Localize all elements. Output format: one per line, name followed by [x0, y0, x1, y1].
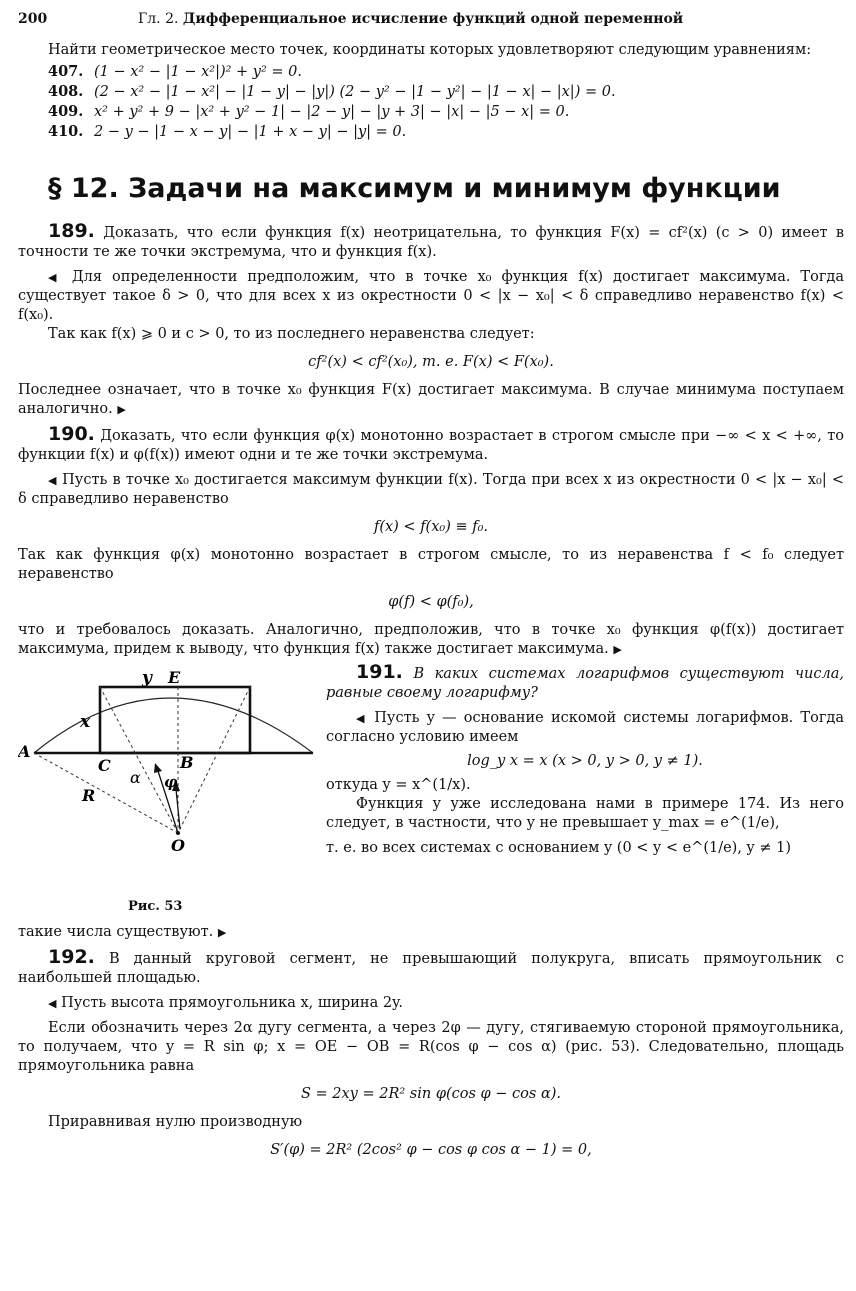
problem-191: [326, 663, 844, 858]
problem-statement: В каких системах логарифмов существуют числа, равные своему логарифму?: [326, 666, 844, 701]
solution-191-part2: откуда y = x^(1/x).: [326, 777, 471, 793]
solution-text: что и требовалось доказать. Аналогично, предположив, что в точке x₀ функция φ(f(x)) достигает максимума, придем к выводу, что функция f(x) также достигает максимума.: [18, 622, 844, 657]
problem-190: [18, 425, 844, 465]
display-formula: [18, 518, 844, 537]
section-title: § 12. Задачи на максимум и минимум функции: [48, 173, 781, 204]
solution-start-marker: ◀: [48, 997, 57, 1010]
solution-192-part2: Если обозначить через 2α дугу сегмента, а через 2φ — дугу, стягиваемую стороной прямоугольника, то получаем, что y = R sin φ; x = OE − OB = R(cos φ − cos α) (рис. 53). Следовательно, площадь прямоугольника равна: [18, 1020, 844, 1074]
exercise-intro: Найти геометрическое место точек, координаты которых удовлетворяют следующим уравнениям:: [48, 42, 812, 58]
formula: φ(f) < φ(f₀),: [388, 594, 474, 610]
label-y: y: [142, 668, 152, 688]
solution-start-marker: ◀: [48, 271, 62, 284]
exercise-equation: (1 − x² − |1 − x²|)² + y² = 0.: [94, 64, 303, 80]
exercise-409: [48, 102, 844, 122]
formula: f(x) < f(x₀) ≡ f₀.: [373, 519, 489, 535]
solution-191-part4: т. е. во всех системах с основанием y (0 < y < e^(1/e), y ≠ 1): [326, 840, 791, 856]
figure-caption: Рис. 53: [128, 899, 183, 914]
problem-191-statement: [326, 663, 844, 703]
exercise-number: 410.: [48, 123, 84, 140]
solution-189-part1: [18, 268, 844, 325]
page: [18, 10, 844, 1169]
problem-statement: В данный круговой сегмент, не превышающий полукруга, вписать прямоугольник с наибольшей площадью.: [18, 951, 845, 986]
exercise-equation: 2 − y − |1 − x − y| − |1 + x − y| − |y| = 0.: [94, 124, 407, 140]
running-header: [18, 10, 844, 29]
label-O: O: [171, 836, 185, 855]
problem-number: 192.: [48, 946, 95, 968]
page-number: 200: [18, 11, 48, 27]
label-E: E: [168, 668, 181, 687]
display-formula: [326, 752, 844, 771]
solution-text: Пусть y — основание искомой системы логарифмов. Тогда согласно условию имеем: [326, 710, 845, 745]
display-formula: [18, 1085, 844, 1104]
label-R: R: [82, 786, 96, 805]
solution-191-part5: [18, 923, 844, 942]
solution-start-marker: ◀: [48, 474, 57, 487]
formula: S = 2xy = 2R² sin φ(cos φ − cos α).: [300, 1086, 562, 1102]
problem-192: [18, 948, 844, 988]
problem-number: 190.: [48, 423, 95, 445]
solution-192-part3: Приравнивая нулю производную: [48, 1114, 303, 1130]
display-formula: [18, 353, 844, 372]
running-title: [138, 10, 844, 29]
formula: log_y x = x (x > 0, y > 0, y ≠ 1).: [467, 753, 703, 769]
exercise-list: [48, 62, 844, 142]
label-C: C: [98, 756, 111, 775]
formula: cf²(x) < cf²(x₀), т. е. F(x) < F(x₀).: [308, 354, 554, 370]
solution-text: Пусть в точке x₀ достигается максимум функции f(x). Тогда при всех x из окрестности 0 < |x − x₀| < δ справедливо неравенство: [18, 472, 845, 507]
figure-block: [18, 663, 844, 923]
display-formula: [18, 593, 844, 612]
label-phi: φ: [164, 773, 178, 791]
figure-53-diagram: [18, 663, 323, 888]
problem-number: 189.: [48, 220, 95, 242]
problem-statement: Доказать, что если функция f(x) неотрицательна, то функция F(x) = cf²(x) (c > 0) имеет в точности те же точки экстремума, что и функция f(x).: [18, 225, 844, 260]
solution-text: Последнее означает, что в точке x₀ функция F(x) достигает максимума. В случае минимума поступаем аналогично.: [18, 382, 844, 417]
exercise-equation: (2 − x² − |1 − x²| − |1 − y| − |y|) (2 − y² − |1 − y²| − |1 − x| − |x|) = 0.: [94, 84, 616, 100]
formula: S′(φ) = 2R² (2cos² φ − cos φ cos α − 1) = 0,: [270, 1142, 592, 1158]
exercise-number: 408.: [48, 83, 84, 100]
solution-189-part3: [18, 381, 844, 419]
solution-189-part2: Так как f(x) ⩾ 0 и c > 0, то из последнего неравенства следует:: [48, 326, 535, 342]
solution-190-part3: [18, 621, 844, 659]
label-A: A: [18, 742, 31, 761]
solution-190-part1: [18, 471, 844, 509]
problem-189: [18, 222, 844, 262]
solution-start-marker: ◀: [356, 712, 368, 725]
solution-192-part1: [18, 994, 844, 1013]
solution-190-part2: Так как функция φ(x) монотонно возрастает в строгом смысле, то из неравенства f < f₀ следует неравенство: [18, 547, 844, 582]
solution-end-marker: ▶: [117, 403, 126, 416]
solution-text: Для определенности предположим, что в точке x₀ функция f(x) достигает максимума. Тогда существует такое δ > 0, что для всех x из окрестности 0 < |x − x₀| < δ справедливо неравенство f(x) < f(x₀).: [18, 269, 845, 323]
label-x: x: [80, 712, 91, 732]
label-alpha: α: [130, 768, 141, 787]
solution-text: такие числа существуют.: [18, 924, 214, 940]
solution-end-marker: ▶: [217, 926, 227, 939]
exercise-407: [48, 62, 844, 82]
exercise-number: 409.: [48, 103, 84, 120]
arrowhead: [154, 763, 162, 773]
problem-statement: Доказать, что если функция φ(x) монотонно возрастает в строгом смысле при −∞ < x < +∞, то функции f(x) и φ(f(x)) имеют одни и те же точки экстремума.: [18, 428, 844, 463]
solution-text: Пусть высота прямоугольника x, ширина 2y.: [61, 995, 403, 1011]
exercise-410: [48, 122, 844, 142]
chapter-title: Дифференциальное исчисление функций одной переменной: [182, 11, 684, 27]
circle-arc: [34, 698, 313, 753]
solution-end-marker: ▶: [613, 643, 622, 656]
solution-191-part1: [326, 709, 844, 747]
exercise-equation: x² + y² + 9 − |x² + y² − 1| − |2 − y| − |y + 3| − |x| − |5 − x| = 0.: [94, 104, 570, 120]
label-B: B: [180, 753, 194, 772]
solution-191-part3: Функция y уже исследована нами в примере 174. Из него следует, в частности, что y не превышает y_max = e^(1/e),: [326, 796, 844, 831]
exercise-number: 407.: [48, 63, 84, 80]
center-point: [176, 831, 180, 835]
exercise-408: [48, 82, 844, 102]
display-formula: [18, 1141, 844, 1160]
chapter-number: Гл. 2.: [138, 11, 179, 27]
inscribed-rectangle: [100, 687, 250, 753]
problem-number: 191.: [356, 661, 403, 683]
